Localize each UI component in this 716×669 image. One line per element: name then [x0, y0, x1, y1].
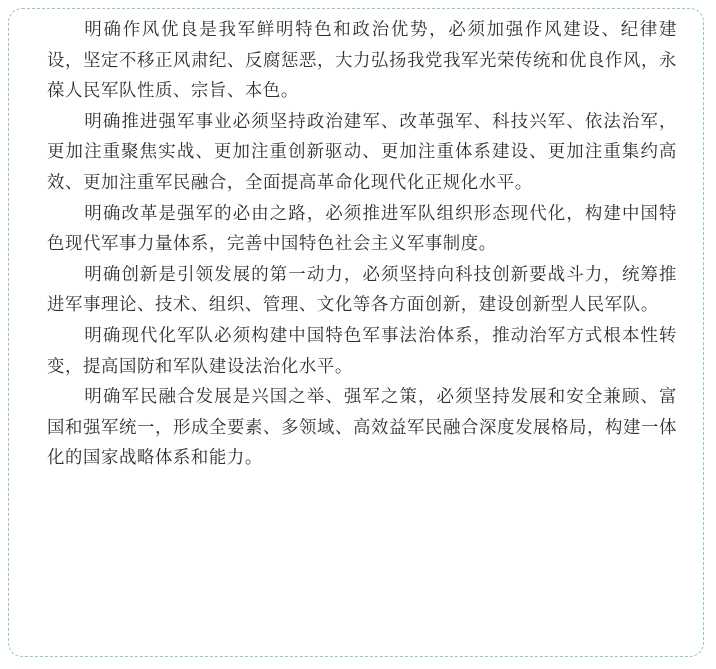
paragraph-innovation: 明确创新是引领发展的第一动力，必须坚持向科技创新要战斗力，统筹推进军事理论、技术、组织、管理、文化等各方面创新，建设创新型人民军队。	[47, 264, 677, 316]
paragraph-rule-of-law: 明确现代化军队必须构建中国特色军事法治体系，推动治军方式根本性转变，提高国防和军队建设法治化水平。	[47, 325, 677, 377]
paragraph-civil-military-integration: 明确军民融合发展是兴国之举、强军之策，必须坚持发展和安全兼顾、富国和强军统一，形成全要素、多领域、高效益军民融合深度发展格局，构建一体化的国家战略体系和能力。	[47, 387, 677, 469]
paragraph-work-style: 明确作风优良是我军鲜明特色和政治优势，必须加强作风建设、纪律建设，坚定不移正风肃纪、反腐惩恶，大力弘扬我党我军光荣传统和优良作风，永葆人民军队性质、宗旨、本色。	[47, 20, 677, 102]
paragraph-reform: 明确改革是强军的必由之路，必须推进军队组织形态现代化，构建中国特色现代军事力量体系，完善中国特色社会主义军事制度。	[47, 203, 677, 255]
paragraph-strengthen-military: 明确推进强军事业必须坚持政治建军、改革强军、科技兴军、依法治军，更加注重聚焦实战、更加注重创新驱动、更加注重体系建设、更加注重集约高效、更加注重军民融合，全面提高革命化现代化正规化水平。	[47, 111, 677, 193]
text-box	[8, 8, 704, 657]
